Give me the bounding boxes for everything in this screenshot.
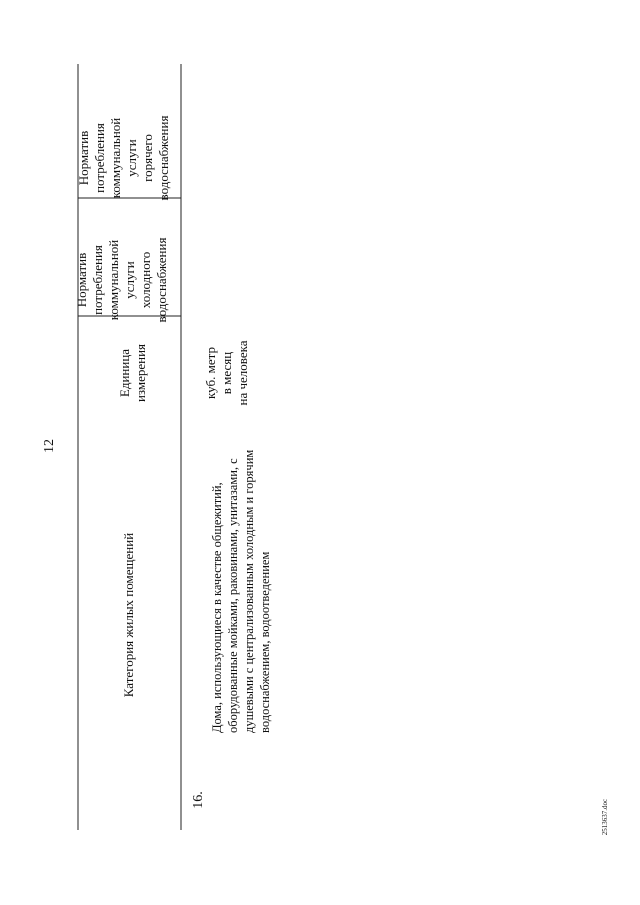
row-unit (200, 318, 254, 428)
header-cold-line: услуги (122, 261, 137, 299)
header-unit-line: измерения (133, 343, 148, 403)
header-hot-line: Норматив (76, 130, 91, 186)
header-unit-line: Единица (117, 348, 132, 398)
row-unit-line: на человека (235, 340, 250, 406)
page-number: 12 (42, 439, 57, 453)
header-cold-line: холодного (138, 251, 153, 309)
header-category: Категория жилых помещений (121, 532, 136, 698)
row-unit-line: куб. метр (203, 347, 218, 399)
header-hot-line: потребления (92, 123, 107, 193)
row-number: 16. (191, 791, 206, 809)
header-hot-line: услуги (124, 139, 139, 177)
header-hot-line: горячего (140, 134, 155, 182)
header-cold-water (74, 216, 169, 344)
row-category-line: оборудованные мойками, раковинами, унитазами, с (226, 458, 240, 733)
header-hot-line: коммунальной (108, 117, 123, 199)
header-cold-line: коммунальной (106, 239, 121, 321)
header-cold-line: Норматив (74, 252, 89, 308)
row-category-line: Дома, использующиеся в качестве общежитий, (210, 482, 224, 733)
row-category-line: душевыми с централизованным холодным и горячим (242, 449, 256, 733)
header-hot-line: водоснабжения (156, 115, 171, 201)
row-unit-line: в месяц (219, 351, 234, 395)
footer-filename: 2513637.doc (601, 798, 609, 836)
header-cold-line: водоснабжения (154, 237, 169, 323)
header-cold-line: потребления (90, 245, 105, 315)
header-hot-water (76, 94, 171, 222)
row-category-line: водоснабжением, водоотведением (258, 551, 272, 733)
